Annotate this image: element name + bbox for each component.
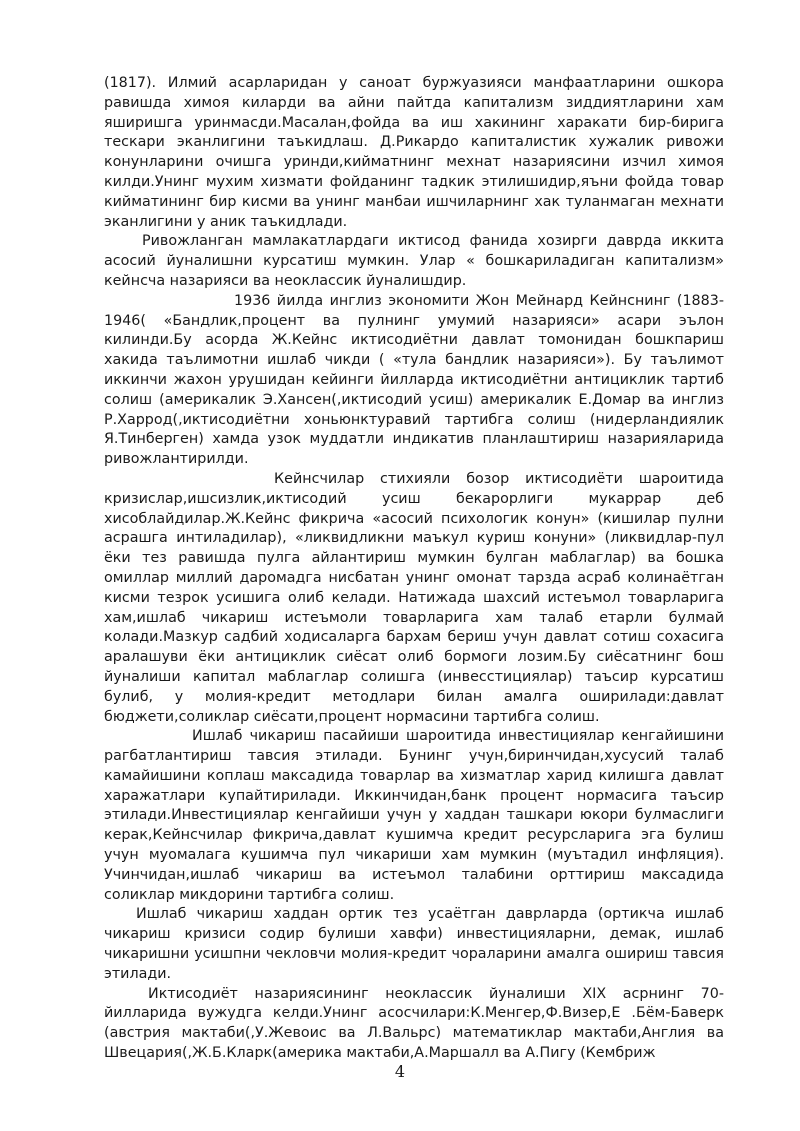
paragraph: Иктисодиёт назариясининг неоклассик йуналиши XIX асрнинг 70- йилларида вужудга келди.Унинг асосчилари:К.Менгер,Ф.Визер,Е .Бём-Баверк (австрия мактаби(,У.Жевоис ва Л.Вальрс) математиклар мактаби,Англия ва Швецария(,Ж.Б.Кларк(америка мактаби,А.Маршалл ва А.Пигу (Кембриж [104,985,724,1062]
page-number: 4 [394,1062,406,1081]
paragraph: 1936 йилда инглиз экономити Жон Мейнард Кейнснинг (1883-1946( «Бандлик,процент ва пулнинг умумий назарияси» асари эълон килинди.Бу асорда Ж.Кейнс иктисодиётни давлат томонидан бошкпариш хакида таълимотни ишлаб чикди ( «тула бандлик назарияси»). Бу таълимот иккинчи жахон урушидан кейинги йилларда иктисодиётни антициклик тартиб солиш (америкалик Э.Хансен(,иктисодий усиш) америкалик Е.Домар ва инглиз Р.Харрод(,иктисодиётни хоньюнктуравий тартибга солиш (нидерландиялик Я.Тинберген) хамда узок муддатли индикатив планлаштириш назарияларида ривожлантирилди. [104,292,724,468]
paragraph: (1817). Илмий асарларидан у саноат буржуазияси манфаатларини ошкора равишда химоя киларди ва айни пайтда капитализм зиддиятларини хам яширишга уринмасди.Масалан,фойда ва иш хакининг харакати бир-бирига тескари эканлигини таъкидлаш. Д.Рикардо капиталистик хужалик ривожи конунларини очишга уринди,кийматнинг мехнат назариясини изчил химоя килди.Унинг мухим хизмати фойданинг тадкик этилишидир,яъни фойда товар кийматининг бир кисми ва унинг манбаи ишчиларнинг хак туланмаган мехнати эканлигини у аник таъкидлади. [104,75,724,230]
paragraph: Ривожланган мамлакатлардаги иктисод фанида хозирги даврда иккита асосий йуналишни курсатиш мумкин. Улар « бошкариладиган капитализм» кейнсча назарияси ва неоклассик йуналишдир. [104,233,724,289]
paragraph: Кейнсчилар стихияли бозор иктисодиёти шароитида кризислар,ишсизлик,иктисодий усиш бекарорлиги мукаррар деб хисоблайдилар.Ж.Кейнс фикрича «асосий психологик конун» (кишилар пулни асрашга интиладилар), «ликвидликни маъкул куриш конуни» (ликвидлар-пул ёки тез равишда пулга айлантириш мумкин булган маблаглар) ва бошка омиллар миллий даромадга нисбатан унинг омонат тарзда асраб колинаётган кисми тезрок усишига олиб келади. Натижада шахсий истеъмол товарларига хам,ишлаб чикариш истеъмоли товарларига хам талаб етарли булмай колади.Мазкур садбий ходисаларга бархам бериш учун давлат сотиш сохасига аралашуви ёки антициклик сиёсат олиб бормоги лозим.Бу сиёсатнинг бош йуналиши капитал маблаглар солишга (инвесстициялар) таъсир курсатиш булиб, у молия-кредит методлари билан амалга оширилади:давлат бюджети,соликлар сиёсати,процент нормасини тартибга солиш. [104,470,724,725]
paragraph: Ишлаб чикариш хаддан ортик тез усаётган даврларда (ортикча ишлаб чикариш кризиси содир булиши хавфи) инвестицияларни, демак, ишлаб чикаришни усишпни чекловчи молия-кредит чораларини амалга ошириш тавсия этилади. [104,906,724,982]
body-text [104,74,724,1064]
paragraph: Ишлаб чикариш пасайиши шароитида инвестициялар кенгайишини рагбатлантириш тавсия этилади. Бунинг учун,биринчидан,хусусий талаб камайишини коплаш максадида товарлар ва хизматлар харид килишга давлат харажатлари купайтирилади. Иккинчидан,банк процент нормасига таъсир этилади.Инвестициялар кенгайиши учун у хаддан ташкари юкори булмаслиги керак,Кейнсчилар фикрича,давлат кушимча кредит ресурсларига эга булиш учун муомалага кушимча пул чикариши хам мумкин (муътадил инфляция). Учинчидан,ишлаб чикариш ва истеъмол талабини орттириш максадида соликлар микдорини тартибга солиш. [104,728,724,903]
